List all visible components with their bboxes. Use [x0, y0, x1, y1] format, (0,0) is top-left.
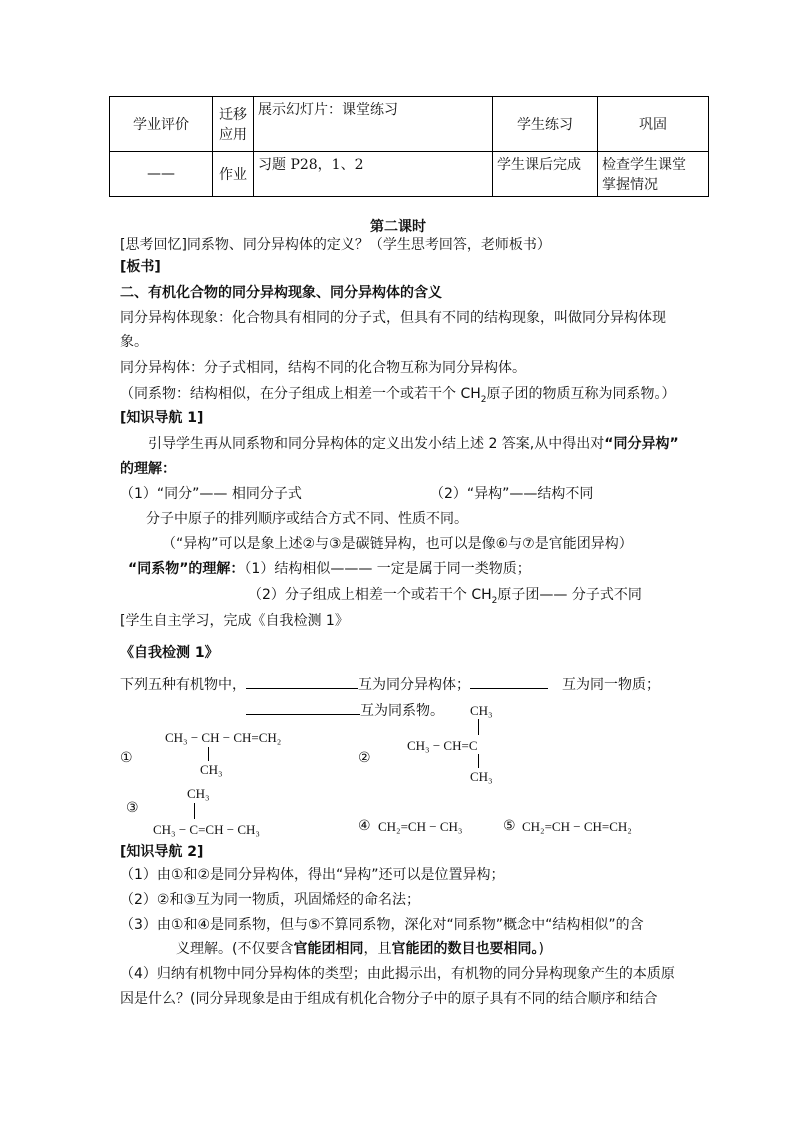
point-2: （2）“异构”——结构不同	[430, 486, 594, 502]
molecule-3-bond	[194, 803, 195, 819]
phenomenon-line-1: 同分异构体现象：化合物具有相同的分子式，但具有不同的结构现象，叫做同分异构体现	[120, 310, 666, 326]
guide-2-item-4: （4）归纳有机物中同分异构体的类型；由此揭示出，有机物的同分异构现象产生的本质原	[120, 966, 675, 982]
cell-dash: ——	[110, 152, 213, 197]
answer-blank-homolog[interactable]	[246, 700, 360, 715]
answer-blank-isomer[interactable]	[246, 674, 358, 689]
point-1: （1）“同分”—— 相同分子式	[120, 486, 302, 502]
self-test-title: 《自我检测 1》	[120, 645, 219, 661]
isomer-definition: 同分异构体：分子式相同，结构不同的化合物互称为同分异构体。	[120, 360, 526, 376]
cell-slides: 展示幻灯片：课堂练习	[254, 97, 493, 152]
guide-1-text-b: “同分异构”	[604, 436, 679, 452]
g2-3b-d: 官能团的数目也要相同。	[391, 941, 539, 957]
guide-1-label: [知识导航 1]	[120, 410, 204, 426]
molecule-2-bond-top	[478, 719, 479, 735]
homolog-def-sub: 2	[480, 394, 487, 405]
molecule-5: CH₂=CH − CH=CH₂	[522, 819, 632, 834]
molecule-2-top: CH₃	[470, 703, 493, 718]
question-part-b: 互为同分异构体；	[358, 677, 470, 693]
answer-blank-same[interactable]	[470, 674, 548, 689]
board-label: [板书]	[120, 259, 161, 275]
question-line-2	[246, 700, 444, 722]
cell-student-practice: 学生练习	[493, 97, 598, 152]
molecule-5-label: ⑤	[503, 818, 516, 834]
homolog-label: “同系物”的理解：	[128, 561, 245, 577]
homolog-point-1: （1）结构相似——— 一定是属于同一类物质；	[244, 561, 531, 577]
self-study-line: [学生自主学习，完成《自我检测 1》	[120, 613, 349, 629]
understanding-label: 的理解：	[120, 461, 176, 477]
order-line: 分子中原子的排列顺序或结合方式不同、性质不同。	[146, 511, 468, 527]
guide-2-item-2: （2）②和③互为同一物质，巩固烯烃的命名法；	[120, 892, 421, 908]
molecule-2-bond-bottom	[478, 754, 479, 768]
molecule-3-main: CH₃ − C=CH − CH₃	[153, 822, 260, 837]
g2-3b-b: 官能团相同	[293, 941, 364, 957]
molecule-3-top: CH₃	[187, 786, 210, 801]
guide-1-text	[148, 433, 679, 455]
molecule-2-main: CH₃ − CH=C	[407, 738, 478, 753]
cell-exercises: 习题 P28，1、2	[254, 152, 493, 197]
table-row	[110, 152, 709, 197]
molecule-1-label: ①	[120, 750, 133, 766]
cell-transfer-line1: 迁移	[219, 107, 247, 123]
guide-2-item-4-cont: 因是什么？(同分异现象是由于组成有机化合物分子中的原子具有不同的结合顺序和结合	[120, 991, 658, 1007]
molecule-3-label: ③	[126, 800, 139, 816]
homolog-def-b: 原子团的物质互称为同系物。）	[486, 386, 676, 402]
homolog-understanding	[128, 558, 531, 580]
molecule-2-label: ②	[358, 750, 371, 766]
homolog-point-2b: 原子团—— 分子式不同	[497, 587, 642, 603]
heading-2: 二、有机化合物的同分异构现象、同分异构体的含义	[120, 285, 442, 301]
molecule-1-branch: CH₃	[200, 762, 223, 777]
phenomenon-line-2: 象。	[120, 334, 148, 350]
molecule-2-bottom: CH₃	[470, 769, 493, 784]
molecule-1-bond	[208, 747, 209, 761]
guide-2-item-1: （1）由①和②是同分异构体，得出“异构”还可以是位置异构；	[120, 867, 505, 883]
g2-3b-c: ，且	[363, 941, 392, 957]
cell-transfer	[213, 97, 254, 152]
guide-2-item-3: （3）由①和④是同系物，但与⑤不算同系物，深化对“同系物”概念中“结构相似”的含	[120, 917, 644, 933]
question-line-1	[120, 674, 660, 696]
homolog-def-a: （同系物：结构相似，在分子组成上相差一个或若干个 CH	[120, 386, 481, 402]
recall-line: [思考回忆]同系物、同分异构体的定义？（学生思考回答，老师板书）	[120, 237, 551, 253]
question-part-a: 下列五种有机物中，	[120, 677, 246, 693]
cell-homework: 作业	[213, 152, 254, 197]
homolog-point-2sub: 2	[491, 595, 498, 606]
cell-after-class: 学生课后完成	[493, 152, 598, 197]
cell-check	[598, 152, 709, 197]
molecule-1-main: CH₃ − CH − CH=CH₂	[165, 730, 282, 745]
section-title: 第二课时	[370, 219, 426, 235]
molecule-4-label: ④	[358, 818, 371, 834]
evaluation-table	[109, 96, 709, 197]
table-row	[110, 97, 709, 152]
cell-transfer-line2: 应用	[219, 127, 247, 143]
g2-3b-a: 义理解。(不仅要含	[176, 941, 294, 957]
guide-2-label: [知识导航 2]	[120, 844, 204, 860]
guide-2-item-3-cont	[176, 938, 544, 960]
cell-consolidate: 巩固	[598, 97, 709, 152]
isomer-types-line: （“异构”可以是象上述②与③是碳链异构，也可以是像⑥与⑦是官能团异构）	[162, 536, 633, 552]
cell-check-line1: 检查学生课堂	[602, 157, 686, 173]
cell-assessment: 学业评价	[110, 97, 213, 152]
question-part-d: 互为同系物。	[360, 703, 444, 719]
cell-check-line2: 掌握情况	[602, 177, 658, 193]
molecule-4: CH₂=CH − CH₃	[378, 819, 463, 834]
guide-1-text-a: 引导学生再从同系物和同分异构体的定义出发小结上述 2 答案,从中得出对	[148, 436, 605, 452]
question-part-c: 互为同一物质；	[562, 677, 660, 693]
g2-3b-e: )	[538, 941, 544, 957]
homolog-point-2a: （2）分子组成上相差一个或若干个 CH	[248, 587, 492, 603]
homolog-point-2	[248, 584, 642, 612]
